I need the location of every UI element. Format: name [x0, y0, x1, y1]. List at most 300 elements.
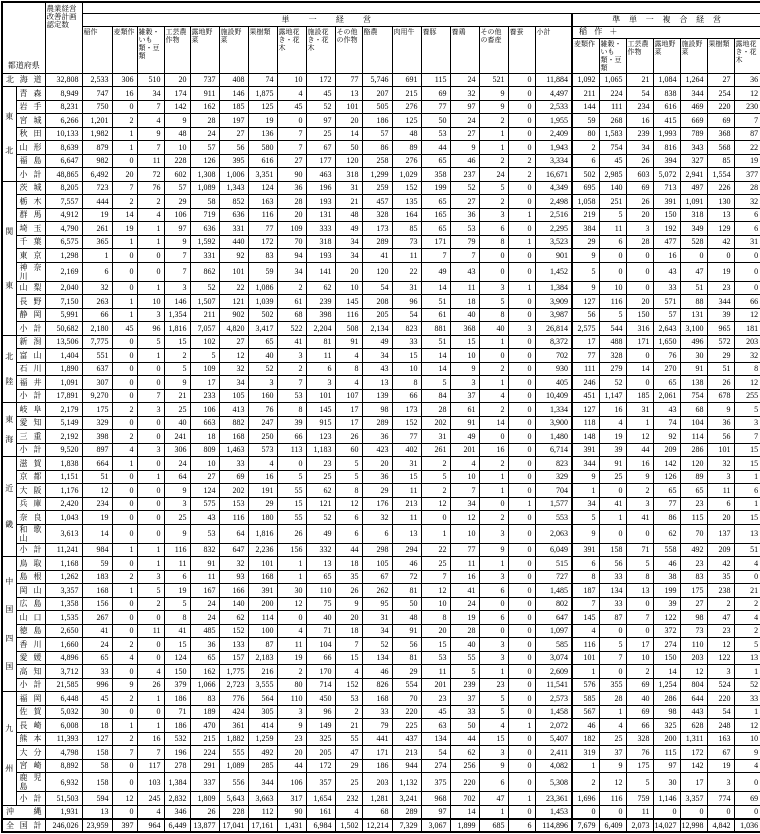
data-cell: 7 — [277, 127, 306, 141]
data-cell: 23 — [707, 281, 734, 295]
data-cell: 52 — [734, 678, 760, 692]
data-cell: 678 — [707, 389, 734, 403]
data-cell: 104 — [306, 638, 335, 652]
data-cell: 11 — [626, 805, 653, 819]
prefecture-label: 北海道 — [2, 73, 45, 87]
data-cell: 124 — [248, 181, 277, 195]
data-cell: 1,890 — [45, 362, 82, 376]
data-cell: 8,949 — [45, 87, 82, 101]
data-cell: 3,417 — [248, 322, 277, 336]
data-cell: 3 — [479, 524, 508, 543]
data-cell: 167 — [190, 584, 219, 598]
data-cell: 0 — [508, 692, 535, 706]
data-cell: 251 — [599, 195, 626, 209]
data-cell: 567 — [572, 705, 599, 719]
data-cell: 3,357 — [45, 584, 82, 598]
data-cell: 56 — [707, 430, 734, 444]
data-cell: 1 — [479, 376, 508, 390]
data-cell: 616 — [248, 154, 277, 168]
prefecture-label: 茨城 — [16, 181, 45, 195]
data-cell: 7 — [421, 570, 450, 584]
data-cell: 1,816 — [164, 322, 190, 336]
data-cell: 0 — [626, 262, 653, 281]
data-cell: 150 — [626, 308, 653, 322]
data-cell: 318 — [680, 208, 707, 222]
data-cell: 199 — [421, 181, 450, 195]
data-cell: 142 — [680, 759, 707, 773]
prefecture-label: 群馬 — [16, 208, 45, 222]
data-cell: 328 — [362, 208, 392, 222]
data-cell: 16 — [479, 443, 508, 457]
data-cell: 215 — [392, 87, 421, 101]
data-cell: 1,132 — [392, 773, 421, 792]
data-cell: 34 — [137, 87, 164, 101]
data-cell: 5 — [599, 308, 626, 322]
data-cell: 116 — [599, 792, 626, 806]
data-cell: 149 — [306, 719, 335, 733]
data-cell: 7,057 — [190, 322, 219, 336]
data-cell: 984 — [82, 543, 112, 557]
data-cell: 12 — [335, 497, 362, 511]
data-cell: 166 — [219, 584, 248, 598]
data-cell: 0 — [734, 249, 760, 263]
data-cell: 0 — [112, 611, 137, 625]
col-header-dairy: 酪農 — [362, 26, 392, 73]
data-cell: 24 — [479, 168, 508, 182]
data-cell: 10 — [450, 349, 479, 363]
data-cell: 11 — [707, 484, 734, 498]
data-cell: 2 — [421, 457, 450, 471]
data-cell: 1 — [479, 484, 508, 498]
data-cell: 84 — [421, 389, 450, 403]
data-cell: 32 — [362, 511, 392, 525]
col-header-jun-industrial-crops: 工芸農作物 — [626, 38, 653, 73]
data-cell: 23 — [707, 624, 734, 638]
data-cell: 838 — [653, 87, 680, 101]
data-cell: 470 — [190, 719, 219, 733]
data-cell: 1 — [112, 141, 137, 155]
data-cell: 3 — [626, 222, 653, 236]
data-cell: 24 — [450, 73, 479, 87]
data-cell: 12 — [734, 308, 760, 322]
data-cell: 3,613 — [45, 524, 82, 543]
data-cell: 120 — [335, 154, 362, 168]
data-cell: 4 — [335, 376, 362, 390]
data-cell: 4,082 — [535, 759, 572, 773]
data-cell: 20 — [362, 457, 392, 471]
region-label: 近 畿 — [2, 457, 16, 557]
data-cell: 1,384 — [164, 773, 190, 792]
data-cell: 0 — [137, 376, 164, 390]
data-cell: 65 — [190, 651, 219, 665]
data-cell: 139 — [362, 389, 392, 403]
data-cell: 31 — [392, 281, 421, 295]
data-cell: 239 — [306, 295, 335, 309]
data-cell: 0 — [137, 511, 164, 525]
data-cell: 524 — [707, 678, 734, 692]
data-cell: 3 — [137, 570, 164, 584]
data-cell: 55 — [277, 511, 306, 525]
data-cell: 168 — [82, 584, 112, 598]
data-cell: 76 — [626, 746, 653, 760]
data-cell: 2,192 — [45, 430, 82, 444]
data-cell: 200 — [653, 732, 680, 746]
data-cell: 20 — [335, 114, 362, 128]
data-cell: 67 — [362, 570, 392, 584]
data-cell: 102 — [190, 335, 219, 349]
data-cell: 71 — [164, 705, 190, 719]
data-cell: 101 — [335, 100, 362, 114]
data-cell: 15 — [734, 457, 760, 471]
data-cell: 306 — [112, 73, 137, 87]
data-cell: 7 — [164, 249, 190, 263]
data-cell: 0 — [479, 349, 508, 363]
data-cell: 157 — [219, 651, 248, 665]
data-cell: 2 — [112, 638, 137, 652]
data-cell: 9 — [479, 87, 508, 101]
data-cell: 1,882 — [219, 732, 248, 746]
data-cell: 7 — [450, 484, 479, 498]
data-cell: 14 — [479, 416, 508, 430]
data-cell: 0 — [707, 805, 734, 819]
data-cell: 1,146 — [653, 792, 680, 806]
data-cell: 34 — [219, 376, 248, 390]
data-cell: 32 — [734, 195, 760, 209]
data-cell: 60 — [335, 443, 362, 457]
data-cell: 58 — [82, 759, 112, 773]
data-cell: 34 — [277, 262, 306, 281]
data-cell: 1,029 — [392, 168, 421, 182]
data-cell: 258 — [362, 154, 392, 168]
data-cell: 23 — [421, 692, 450, 706]
data-cell: 43 — [190, 511, 219, 525]
prefecture-label: 広島 — [16, 597, 45, 611]
data-cell: 1,816 — [248, 524, 277, 543]
data-cell: 55 — [277, 484, 306, 498]
data-cell: 110 — [306, 584, 335, 598]
data-cell: 116 — [248, 208, 277, 222]
data-cell: 603 — [626, 168, 653, 182]
data-cell: 7 — [137, 746, 164, 760]
data-cell: 168 — [362, 692, 392, 706]
data-cell: 3 — [450, 376, 479, 390]
data-cell: 40 — [450, 308, 479, 322]
data-cell: 0 — [112, 705, 137, 719]
data-cell: 261 — [82, 222, 112, 236]
data-cell: 241 — [164, 430, 190, 444]
data-cell: 186 — [362, 114, 392, 128]
data-cell: 0 — [137, 611, 164, 625]
data-cell: 83 — [190, 692, 219, 706]
data-cell: 268 — [599, 114, 626, 128]
data-cell: 6,266 — [45, 114, 82, 128]
data-cell: 22 — [392, 262, 421, 281]
data-cell: 116 — [219, 511, 248, 525]
data-cell: 129 — [707, 222, 734, 236]
data-cell: 0 — [508, 665, 535, 679]
data-cell: 6,409 — [599, 819, 626, 833]
data-cell: 152 — [335, 678, 362, 692]
data-cell: 7 — [450, 249, 479, 263]
data-cell: 555 — [219, 746, 248, 760]
data-cell: 1,043 — [45, 511, 82, 525]
data-cell: 2 — [508, 168, 535, 182]
data-cell: 9 — [450, 362, 479, 376]
data-cell: 11,393 — [45, 732, 82, 746]
data-cell: 1,183 — [306, 443, 335, 457]
data-cell: 19 — [164, 584, 190, 598]
data-cell: 2,072 — [535, 719, 572, 733]
data-cell: 0 — [508, 308, 535, 322]
data-cell: 7,679 — [572, 819, 599, 833]
data-cell: 110 — [680, 638, 707, 652]
data-cell: 29 — [248, 497, 277, 511]
data-cell: 2,832 — [164, 792, 190, 806]
data-cell: 901 — [535, 249, 572, 263]
prefecture-label: 佐賀 — [16, 705, 45, 719]
prefecture-label: 岡山 — [16, 584, 45, 598]
data-cell: 2,179 — [45, 403, 82, 417]
data-cell: 644 — [680, 692, 707, 706]
data-cell: 316 — [626, 322, 653, 336]
region-label: 九 州 — [2, 692, 16, 806]
data-cell: 727 — [535, 570, 572, 584]
data-cell: 276 — [392, 100, 421, 114]
data-cell: 9 — [707, 403, 734, 417]
data-cell: 101 — [306, 389, 335, 403]
data-cell: 96 — [306, 705, 335, 719]
data-cell: 2 — [112, 430, 137, 444]
data-cell: 1 — [137, 349, 164, 363]
data-cell: 29 — [392, 665, 421, 679]
data-cell: 13 — [626, 584, 653, 598]
data-cell: 1,334 — [535, 403, 572, 417]
data-cell: 394 — [653, 154, 680, 168]
data-cell: 3 — [164, 281, 190, 295]
data-cell: 3 — [248, 376, 277, 390]
data-cell: 19 — [112, 222, 137, 236]
data-cell: 2 — [479, 403, 508, 417]
data-cell: 79 — [450, 235, 479, 249]
data-cell: 124 — [190, 484, 219, 498]
data-cell: 20 — [626, 295, 653, 309]
data-cell: 51 — [680, 281, 707, 295]
data-cell: 551 — [82, 349, 112, 363]
data-cell: 156 — [277, 543, 306, 557]
data-cell: 20 — [335, 262, 362, 281]
data-cell: 0 — [508, 651, 535, 665]
prefecture-label: 新潟 — [16, 335, 45, 349]
data-cell: 89 — [680, 470, 707, 484]
data-cell: 1 — [572, 665, 599, 679]
data-cell: 13 — [734, 651, 760, 665]
data-cell: 477 — [653, 235, 680, 249]
data-cell: 6,448 — [45, 692, 82, 706]
data-cell: 15 — [277, 497, 306, 511]
data-cell: 0 — [508, 349, 535, 363]
data-cell: 9 — [164, 235, 190, 249]
col-header-other-crops: その他の作物 — [335, 26, 362, 73]
data-cell: 319 — [572, 746, 599, 760]
data-cell: 6,984 — [306, 819, 335, 833]
data-cell: 246,026 — [45, 819, 82, 833]
data-cell: 1 — [626, 416, 653, 430]
data-cell: 279 — [599, 362, 626, 376]
col-header-jun-open-vegetables: 露地野菜 — [653, 38, 680, 73]
data-cell: 4,820 — [219, 322, 248, 336]
data-cell: 45 — [306, 87, 335, 101]
data-cell: 170 — [306, 665, 335, 679]
data-cell: 70 — [392, 692, 421, 706]
data-cell: 391 — [572, 443, 599, 457]
data-cell: 1,982 — [82, 127, 112, 141]
data-cell: 2 — [508, 154, 535, 168]
data-cell: 9 — [734, 746, 760, 760]
data-cell: 9 — [572, 470, 599, 484]
data-cell: 26 — [707, 376, 734, 390]
data-cell: 85 — [707, 154, 734, 168]
data-cell: 0 — [137, 705, 164, 719]
data-cell: 1 — [734, 705, 760, 719]
data-cell: 33 — [362, 705, 392, 719]
data-cell: 357 — [306, 773, 335, 792]
data-cell: 48 — [164, 127, 190, 141]
data-cell: 98 — [362, 403, 392, 417]
data-cell: 568 — [707, 141, 734, 155]
data-cell: 402 — [392, 443, 421, 457]
data-cell: 1,281 — [362, 792, 392, 806]
data-cell: 100 — [248, 624, 277, 638]
data-cell: 8 — [335, 362, 362, 376]
prefecture-label: 鹿児島 — [16, 773, 45, 792]
data-cell: 723 — [82, 181, 112, 195]
data-cell: 1 — [734, 470, 760, 484]
data-cell: 12 — [219, 349, 248, 363]
data-cell: 15 — [392, 349, 421, 363]
data-cell: 57 — [653, 308, 680, 322]
data-cell: 437 — [392, 732, 421, 746]
data-cell: 0 — [599, 624, 626, 638]
data-cell: 5 — [277, 470, 306, 484]
data-cell: 6,008 — [45, 719, 82, 733]
data-cell: 17 — [190, 376, 219, 390]
data-cell: 50 — [421, 114, 450, 128]
data-cell: 4 — [335, 805, 362, 819]
data-cell: 5 — [421, 470, 450, 484]
prefecture-label: 熊本 — [16, 732, 45, 746]
prefecture-label: 埼玉 — [16, 222, 45, 236]
data-cell: 44 — [450, 732, 479, 746]
data-cell: 57 — [190, 141, 219, 155]
data-cell: 46 — [572, 719, 599, 733]
data-cell: 134 — [599, 584, 626, 598]
data-cell: 7,775 — [82, 335, 112, 349]
data-cell: 237 — [450, 168, 479, 182]
data-cell: 191 — [248, 484, 277, 498]
data-cell: 33 — [450, 705, 479, 719]
data-cell: 71 — [306, 624, 335, 638]
data-cell: 13 — [707, 208, 734, 222]
data-cell: 9 — [572, 524, 599, 543]
data-cell: 0 — [508, 141, 535, 155]
data-cell: 37 — [450, 692, 479, 706]
data-cell: 52 — [362, 638, 392, 652]
data-cell: 189 — [190, 705, 219, 719]
data-cell: 29 — [164, 195, 190, 209]
data-cell: 41 — [450, 584, 479, 598]
data-cell: 1,308 — [190, 168, 219, 182]
data-cell: 5,746 — [362, 73, 392, 87]
data-cell: 0 — [508, 114, 535, 128]
data-cell: 173 — [362, 222, 392, 236]
data-cell: 124 — [164, 651, 190, 665]
data-cell: 12 — [734, 719, 760, 733]
data-cell: 944 — [392, 759, 421, 773]
table-header — [2, 2, 760, 73]
data-cell: 135 — [392, 195, 421, 209]
data-cell: 255 — [734, 389, 760, 403]
data-cell: 22 — [219, 281, 248, 295]
data-cell: 2 — [479, 362, 508, 376]
data-cell: 1,463 — [219, 443, 248, 457]
data-cell: 1 — [508, 792, 535, 806]
data-cell: 16 — [653, 249, 680, 263]
data-cell: 10 — [450, 524, 479, 543]
data-cell: 56 — [572, 308, 599, 322]
data-cell: 1,089 — [190, 181, 219, 195]
data-cell: 0 — [112, 376, 137, 390]
data-cell: 28 — [421, 403, 450, 417]
data-cell: 2 — [572, 773, 599, 792]
data-cell: 77 — [421, 100, 450, 114]
data-cell: 162 — [190, 665, 219, 679]
data-cell: 8,205 — [45, 181, 82, 195]
data-cell: 47 — [335, 746, 362, 760]
data-cell: 91 — [680, 362, 707, 376]
data-cell: 10 — [277, 73, 306, 87]
data-cell: 105 — [219, 389, 248, 403]
data-cell: 153 — [219, 497, 248, 511]
data-cell: 1 — [82, 249, 112, 263]
data-cell: 69 — [421, 87, 450, 101]
data-cell: 1 — [137, 692, 164, 706]
col-header-industrial-crops: 工芸農作物 — [164, 26, 190, 73]
data-cell: 11 — [277, 638, 306, 652]
data-cell: 4 — [335, 349, 362, 363]
data-cell: 11 — [392, 484, 421, 498]
data-cell: 55 — [335, 732, 362, 746]
data-cell: 9,270 — [82, 389, 112, 403]
data-cell: 2 — [421, 484, 450, 498]
data-cell: 5 — [734, 638, 760, 652]
data-cell: 54 — [707, 705, 734, 719]
data-cell: 1,583 — [599, 127, 626, 141]
data-cell: 544 — [599, 322, 626, 336]
data-cell: 20 — [626, 208, 653, 222]
data-cell: 0 — [508, 73, 535, 87]
data-cell: 0 — [137, 262, 164, 281]
data-cell: 8 — [479, 308, 508, 322]
data-cell: 408 — [219, 73, 248, 87]
data-cell: 3 — [137, 403, 164, 417]
data-cell: 234 — [626, 100, 653, 114]
data-cell: 20 — [112, 168, 137, 182]
data-cell: 328 — [599, 349, 626, 363]
data-cell: 81 — [392, 584, 421, 598]
data-cell: 0 — [599, 249, 626, 263]
data-cell: 1,201 — [82, 114, 112, 128]
data-cell: 224 — [599, 87, 626, 101]
